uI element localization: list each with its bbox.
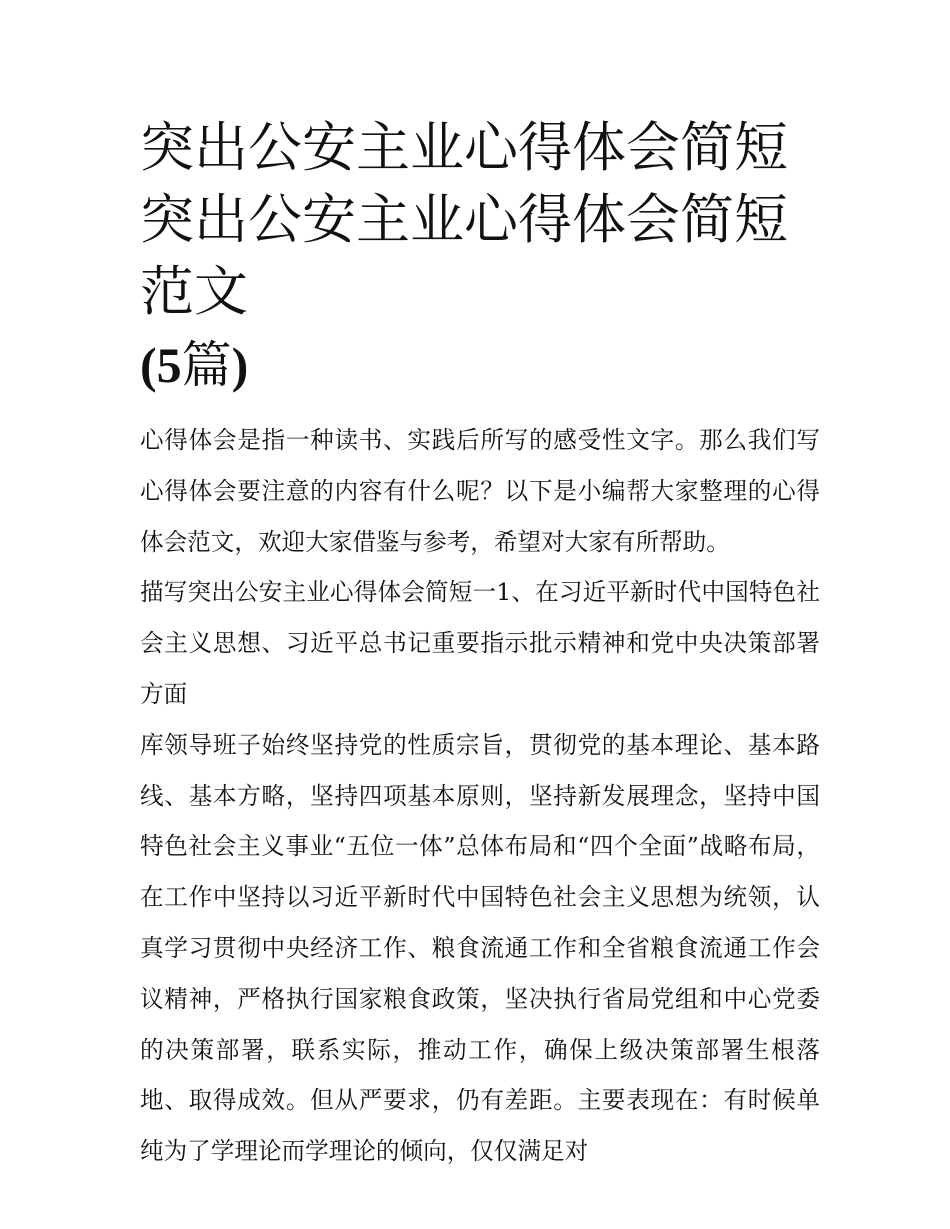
section-heading-paragraph: 描写突出公安主业心得体会简短一1、在习近平新时代中国特色社会主义思想、习近平总书记重要指示批示精神和党中央决策部署方面 [140, 578, 820, 708]
document-body [140, 415, 820, 1177]
body-paragraph: 库领导班子始终坚持党的性质宗旨，贯彻党的基本理论、基本路线、基本方略，坚持四项基本原则，坚持新发展理念，坚持中国特色社会主义事业“五位一体”总体布局和“四个全面”战略布局，在工作中坚持以习近平新时代中国特色社会主义思想为统领，认真学习贯彻中央经济工作、粮食流通工作和全省粮食流通工作会议精神，严格执行国家粮食政策，坚决执行省局党组和中心党委的决策部署，联系实际，推动工作，确保上级决策部署生根落地、取得成效。但从严要求，仍有差距。主要表现在：有时候单纯为了学理论而学理论的倾向，仅仅满足对 [140, 730, 820, 1166]
document-page [140, 112, 820, 1177]
title-main: 突出公安主业心得体会简短 突出公安主业心得体会简短范文 [140, 116, 788, 323]
document-title [140, 112, 820, 401]
title-count-close: ) [231, 337, 249, 393]
intro-paragraph: 心得体会是指一种读书、实践后所写的感受性文字。那么我们写心得体会要注意的内容有什么呢？以下是小编帮大家整理的心得体会范文，欢迎大家借鉴与参考，希望对大家有所帮助。 [140, 426, 820, 556]
title-count-open: (5 [140, 337, 182, 393]
title-count [140, 329, 248, 401]
title-count-unit: 篇 [181, 336, 232, 394]
